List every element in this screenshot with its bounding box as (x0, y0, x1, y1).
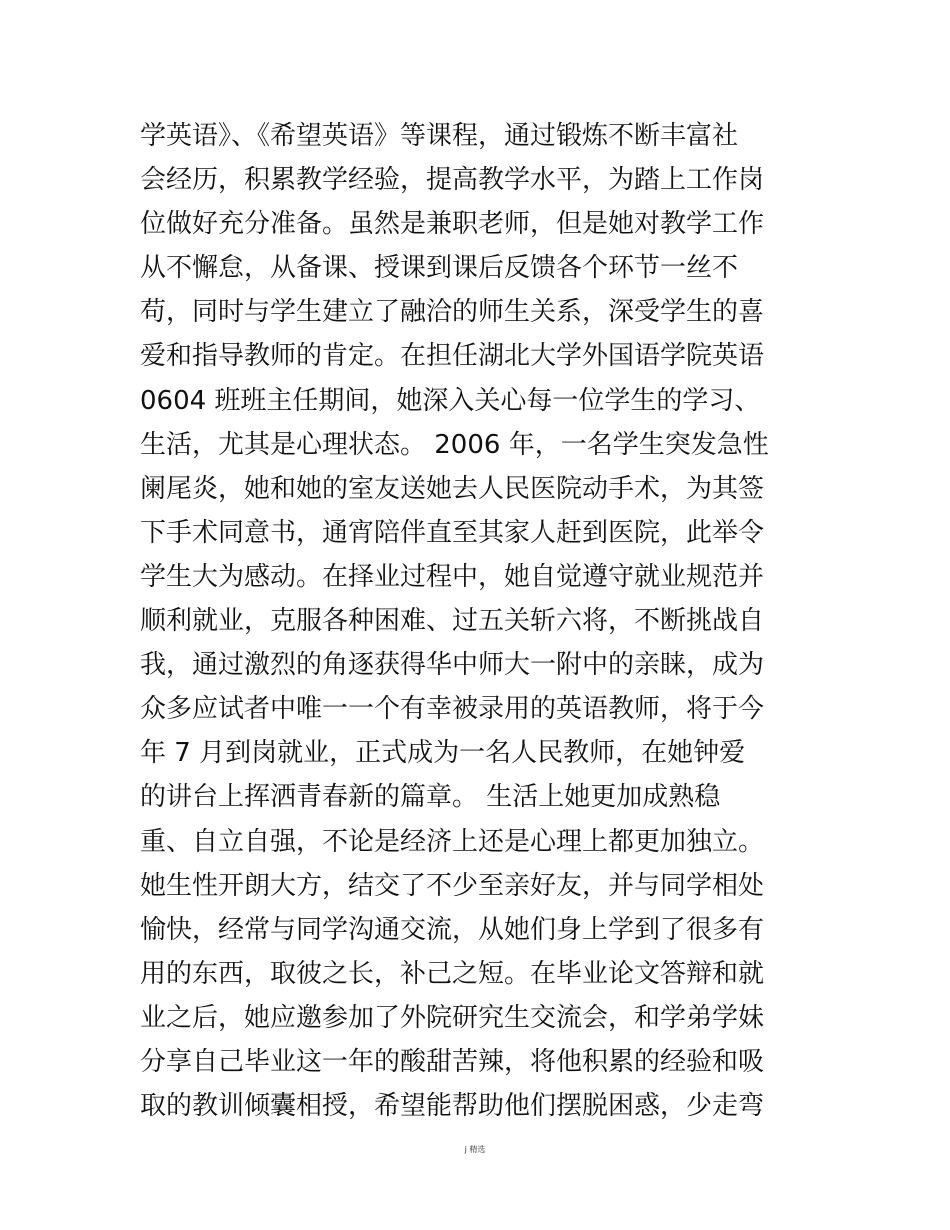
text-line: 苟，同时与学生建立了融洽的师生关系，深受学生的喜 (140, 297, 765, 328)
text-line: 会经历，积累教学经验，提高教学水平，为踏上工作岗 (140, 165, 765, 196)
text-line: 分享自己毕业这一年的酸甜苦辣，将他积累的经验和吸 (140, 1046, 765, 1077)
text-line: 业之后，她应邀参加了外院研究生交流会，和学弟学妹 (140, 1002, 765, 1033)
text-line: 生活，尤其是心理状态。 2006 年，一名学生突发急性 (140, 429, 769, 460)
text-line: 爱和指导教师的肯定。在担任湖北大学外国语学院英语 (140, 341, 765, 372)
text-line: 取的教训倾囊相授，希望能帮助他们摆脱困惑，少走弯 (140, 1091, 765, 1122)
text-line: 顺利就业，克服各种困难、过五关斩六将，不断挑战自 (140, 606, 765, 637)
text-line: 用的东西，取彼之长，补己之短。在毕业论文答辩和就 (140, 958, 765, 989)
text-line: 我，通过激烈的角逐获得华中师大一附中的亲睐，成为 (140, 650, 765, 681)
text-line: 众多应试者中唯一一个有幸被录用的英语教师，将于今 (140, 694, 765, 725)
text-line: 从不懈怠，从备课、授课到课后反馈各个环节一丝不 (140, 253, 739, 284)
body-text (140, 114, 790, 1128)
text-line: 的讲台上挥洒青春新的篇章。 生活上她更加成熟稳 (140, 782, 721, 813)
text-line: 年 7 月到岗就业，正式成为一名人民教师，在她钟爱 (140, 738, 746, 769)
text-line: 愉快，经常与同学沟通交流，从她们身上学到了很多有 (140, 914, 765, 945)
text-line: 0604 班班主任期间，她深入关心每一位学生的学习、 (140, 385, 761, 416)
text-line: 重、自立自强，不论是经济上还是心理上都更加独立。 (140, 826, 765, 857)
text-line: 学生大为感动。在择业过程中，她自觉遵守就业规范并 (140, 561, 765, 592)
text-line: 位做好充分准备。虽然是兼职老师，但是她对教学工作 (140, 209, 765, 240)
page-footer: j 精选 (464, 1145, 486, 1154)
text-line: 她生性开朗大方，结交了不少至亲好友，并与同学相处 (140, 870, 765, 901)
text-line: 下手术同意书，通宵陪伴直至其家人赶到医院，此举令 (140, 517, 765, 548)
text-line: 阑尾炎，她和她的室友送她去人民医院动手术，为其签 (140, 473, 765, 504)
text-line: 学英语》、《希望英语》等课程，通过锻炼不断丰富社 (140, 121, 739, 151)
